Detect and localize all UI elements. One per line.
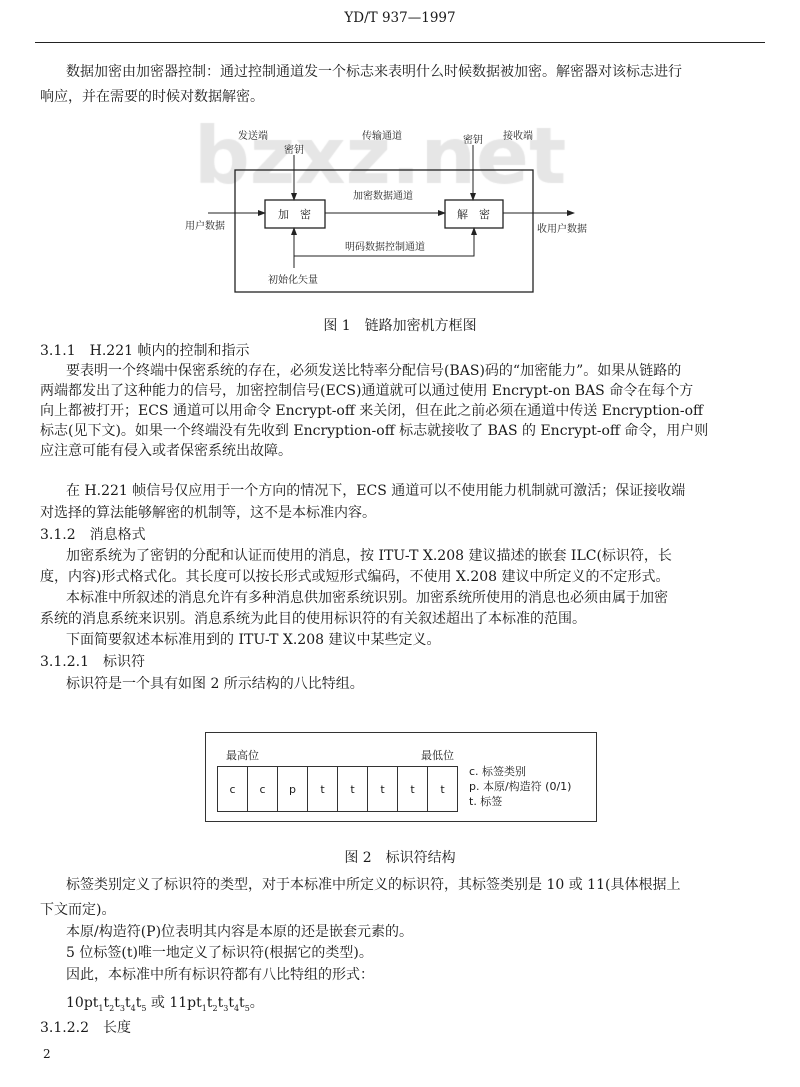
para-line: 下文而定)。 (40, 902, 116, 918)
bit-cell: t (397, 766, 428, 812)
lsb-label: 最低位 (421, 749, 454, 762)
legend-item: t. 标签 (469, 795, 503, 808)
label-key-right: 密钥 (463, 135, 483, 146)
para-line: 度，内容)形式格式化。其长度可以按长形式或短形式编码，不使用 X.208 建议中所定义的不定形式。 (40, 569, 670, 585)
label-receiver: 接收端 (503, 131, 533, 142)
para-line: 标志(见下文)。如果一个终端没有先收到 Encryption-off 标志就接收了 BAS 的 Encrypt-off 命令，用户则 (40, 423, 709, 439)
figure1-diagram (0, 0, 800, 340)
para-line: 应注意可能有侵入或者保密系统出故障。 (40, 443, 292, 459)
formula: $10pt_1t_2t_3t_4t_5$ 或 $11pt_1t_2t_3t_4t_5$。 (66, 995, 264, 1013)
label-control-channel: 明码数据控制通道 (345, 242, 425, 253)
bit-cell: p (277, 766, 308, 812)
intro-line: 数据加密由加密器控制：通过控制通道发一个标志来表明什么时候数据被加密。解密器对该标志进行 (66, 64, 682, 80)
intro-line: 响应，并在需要的时候对数据解密。 (40, 89, 264, 105)
label-key-left: 密钥 (284, 145, 304, 156)
para-line: 两端都发出了这种能力的信号，加密控制信号(ECS)通道就可以通过使用 Encrypt-on BAS 命令在每个方 (40, 383, 694, 399)
label-received-user-data: 收用户数据 (537, 224, 587, 235)
section-heading: 3.1.2 消息格式 (40, 527, 146, 543)
label-encrypt: 加 密 (278, 208, 311, 221)
para-line: 本标准中所叙述的消息允许有多种消息供加密系统识别。加密系统所使用的消息也必须由属于加密 (66, 590, 668, 606)
bit-cell: t (427, 766, 458, 812)
bit-cell: t (367, 766, 398, 812)
figure1-caption: 图 1 链路加密机方框图 (323, 318, 477, 334)
msb-label: 最高位 (226, 749, 259, 762)
label-encrypted-channel: 加密数据通道 (353, 191, 413, 202)
figure2-box (205, 732, 597, 822)
para-line: 本原/构造符(P)位表明其内容是本原的还是嵌套元素的。 (66, 924, 414, 940)
para-line: 在 H.221 帧信号仅应用于一个方向的情况下，ECS 通道可以不使用能力机制就可激活；保证接收端 (66, 483, 686, 499)
legend-item: p. 本原/构造符 (0/1) (469, 780, 572, 793)
label-channel: 传输通道 (362, 131, 402, 142)
outer-frame (235, 170, 533, 292)
label-decrypt: 解 密 (457, 208, 490, 221)
para-line: 5 位标签(t)唯一地定义了标识符(根据它的类型)。 (66, 945, 373, 961)
para-line: 系统的消息系统来识别。消息系统为此目的使用标识符的有关叙述超出了本标准的范围。 (40, 611, 586, 627)
bit-cell: c (217, 766, 248, 812)
bit-cell: t (307, 766, 338, 812)
para-line: 加密系统为了密钥的分配和认证而使用的消息，按 ITU-T X.208 建议描述的嵌套 ILC(标识符，长 (66, 548, 672, 564)
para-line: 因此，本标准中所有标识符都有八比特组的形式： (66, 967, 374, 983)
label-init-vector: 初始化矢量 (268, 275, 318, 286)
bit-cell: c (247, 766, 278, 812)
label-sender: 发送端 (238, 131, 268, 142)
doc-header: YD/T 937—1997 (344, 10, 456, 26)
bit-cell: t (337, 766, 368, 812)
octet-cells (218, 766, 458, 812)
para-line: 标签类别定义了标识符的类型，对于本标准中所定义的标识符，其标签类别是 10 或 11(具体根据上 (66, 877, 681, 893)
para-line: 要表明一个终端中保密系统的存在，必须发送比特率分配信号(BAS)码的“加密能力”。如果从链路的 (66, 363, 682, 379)
section-heading: 3.1.2.1 标识符 (40, 654, 145, 670)
page-number: 2 (43, 1047, 51, 1061)
para-line: 对选择的算法能够解密的机制等，这不是本标准内容。 (40, 505, 376, 521)
para-line: 向上都被打开；ECS 通道可以用命令 Encrypt-off 来关闭，但在此之前必须在通道中传送 Encryption-off (40, 403, 703, 419)
section-heading: 3.1.2.2 长度 (40, 1020, 131, 1036)
section-heading: 3.1.1 H.221 帧内的控制和指示 (40, 343, 250, 359)
label-user-data: 用户数据 (185, 221, 225, 232)
para-line: 下面简要叙述本标准用到的 ITU-T X.208 建议中某些定义。 (66, 632, 441, 648)
para-line: 标识符是一个具有如图 2 所示结构的八比特组。 (66, 676, 364, 692)
figure2-caption: 图 2 标识符结构 (344, 850, 456, 866)
legend-item: c. 标签类别 (469, 765, 527, 778)
